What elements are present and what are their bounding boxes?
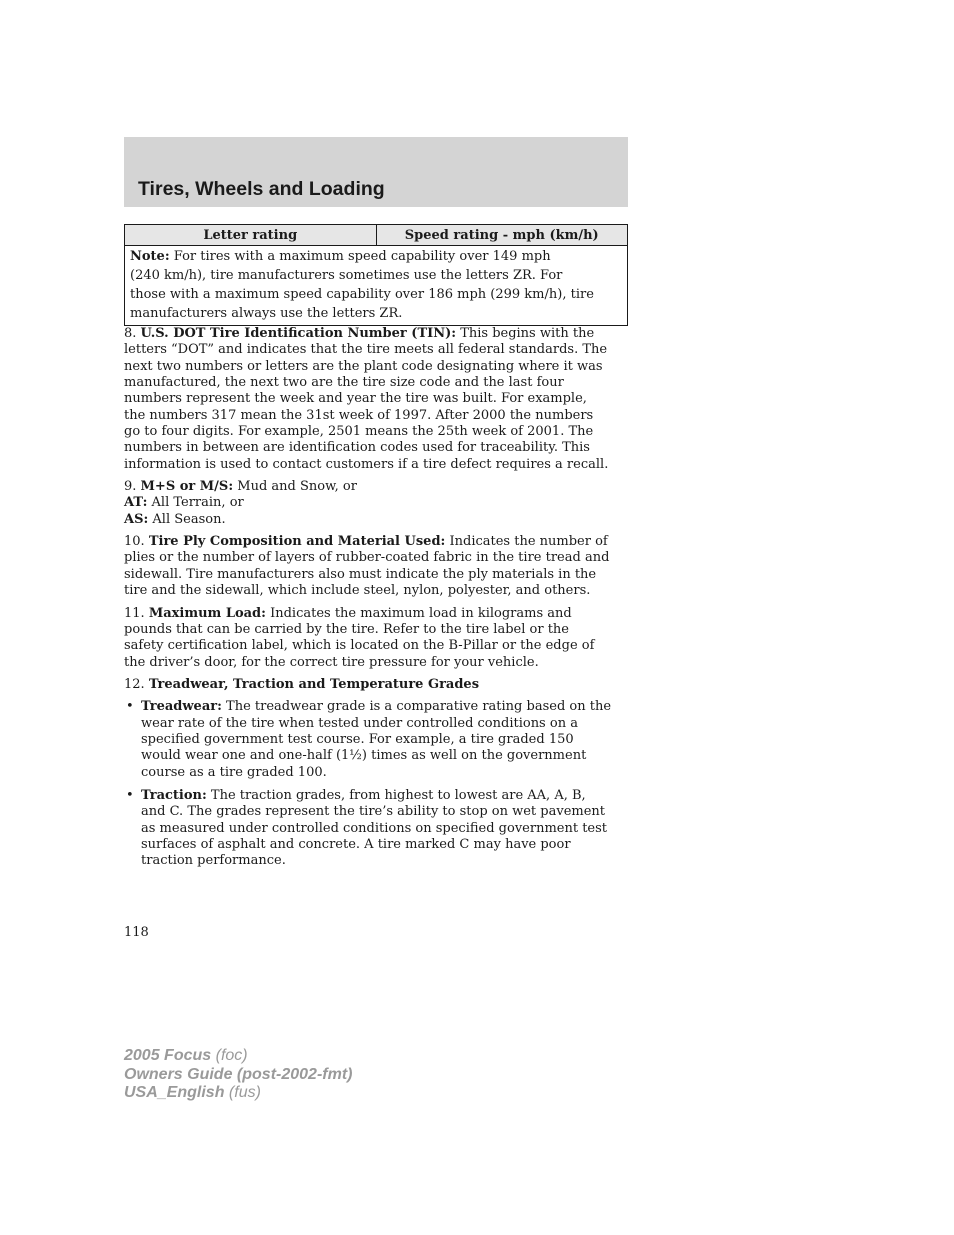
item-11-max-load: [124, 606, 630, 671]
item-text-line: next two numbers or letters are the plant code designating where it was: [124, 358, 603, 374]
section-header-band: [124, 137, 628, 207]
item-text-line: manufactured, the next two are the tire size code and the last four: [124, 375, 564, 391]
bullet-text-line: surfaces of asphalt and concrete. A tire marked C may have poor: [141, 836, 571, 852]
item-label: Tire Ply Composition and Material Used:: [148, 534, 446, 550]
speed-rating-table: [124, 224, 628, 326]
bullet-text-line: as measured under controlled conditions on specified government test: [141, 820, 608, 836]
bullet-text-line: wear rate of the tire when tested under controlled conditions on a: [141, 715, 578, 731]
bullet-text-line: and C. The grades represent the tire’s ability to stop on wet pavement: [141, 804, 606, 820]
item-text-line: numbers represent the week and year the tire was built. For example,: [124, 391, 587, 407]
item-9-ms: [124, 479, 630, 528]
item-text-line: letters “DOT” and indicates that the tire meets all federal standards. The: [124, 342, 608, 358]
item-label: M+S or M/S:: [140, 479, 234, 495]
item-8-tin: [124, 326, 630, 473]
bullet-text-line: specified government test course. For example, a tire graded 150: [141, 731, 574, 747]
footer-language-code: (fus): [228, 1084, 261, 1101]
item-text: Mud and Snow, or: [237, 479, 357, 495]
item-text-line: the driver’s door, for the correct tire pressure for your vehicle.: [124, 654, 539, 670]
column-header-speed-rating: Speed rating - mph (km/h): [376, 225, 628, 246]
item-text: Indicates the number of: [449, 534, 608, 550]
item-text-line: tire and the sidewall, which include steel, nylon, polyester, and others.: [124, 583, 591, 599]
item-text: Indicates the maximum load in kilograms and: [270, 605, 572, 621]
item-text: This begins with the: [460, 326, 595, 341]
as-label: AS:: [124, 511, 149, 527]
note-line: (240 km/h), tire manufacturers sometimes use the letters ZR. For: [130, 268, 563, 283]
item-label: Treadwear, Traction and Temperature Grades: [148, 676, 480, 692]
item-number: 8.: [124, 326, 137, 341]
note-line: manufacturers always use the letters ZR.: [130, 306, 403, 321]
item-text-line: pounds that can be carried by the tire. Refer to the tire label or the: [124, 621, 569, 637]
item-number: 11.: [124, 605, 145, 621]
bullet-text-line: traction performance.: [141, 853, 286, 869]
note-label: Note:: [130, 249, 170, 264]
item-number: 9.: [124, 479, 137, 495]
bullet-dot-icon: •: [126, 787, 134, 803]
at-label: AT:: [124, 495, 148, 511]
bullet-label: Traction:: [141, 787, 207, 803]
item-number: 10.: [124, 534, 145, 550]
footer-language: USA_English: [124, 1084, 225, 1101]
item-10-ply: [124, 534, 630, 599]
footer-model: 2005 Focus: [124, 1047, 212, 1064]
item-text-line: go to four digits. For example, 2501 means the 25th week of 2001. The: [124, 424, 594, 440]
column-header-letter-rating: Letter rating: [125, 225, 377, 246]
table-header-row: [125, 225, 628, 246]
item-12-grades: [124, 677, 630, 693]
item-text-line: sidewall. Tire manufacturers also must indicate the ply materials in the: [124, 566, 597, 582]
item-text-line: safety certification label, which is located on the B-Pillar or the edge of: [124, 638, 595, 654]
as-text: All Season.: [152, 511, 226, 527]
item-number: 12.: [124, 676, 145, 692]
bullet-traction: [124, 788, 630, 870]
page-number: 118: [124, 925, 149, 940]
body-text: [124, 326, 630, 877]
bullet-text-line: course as a tire graded 100.: [141, 764, 327, 780]
bullet-text: The treadwear grade is a comparative rating based on the: [226, 699, 612, 715]
note-line: For tires with a maximum speed capability over 149 mph: [173, 249, 551, 264]
bullet-text-line: would wear one and one-half (1½) times as well on the government: [141, 748, 587, 764]
section-title: Tires, Wheels and Loading: [138, 178, 385, 200]
bullet-label: Treadwear:: [141, 699, 222, 715]
item-label: U.S. DOT Tire Identification Number (TIN):: [140, 326, 457, 341]
table-note-cell: [125, 246, 628, 326]
note-line: those with a maximum speed capability over 186 mph (299 km/h), tire: [130, 287, 594, 302]
footer-model-code: (foc): [215, 1047, 248, 1064]
item-text-line: the numbers 317 mean the 31st week of 1997. After 2000 the numbers: [124, 407, 594, 423]
item-text-line: numbers in between are identification codes used for traceability. This: [124, 440, 590, 456]
item-label: Maximum Load:: [148, 605, 266, 621]
document-footer: [124, 1047, 352, 1103]
item-text-line: plies or the number of layers of rubber-coated fabric in the tire tread and: [124, 550, 610, 566]
item-text-line: information is used to contact customers if a tire defect requires a recall.: [124, 456, 609, 472]
at-text: All Terrain, or: [151, 495, 244, 511]
bullet-dot-icon: •: [126, 699, 134, 715]
table-note-row: [125, 246, 628, 326]
footer-guide: Owners Guide (post-2002-fmt): [124, 1065, 353, 1083]
bullet-treadwear: [124, 699, 630, 781]
bullet-text: The traction grades, from highest to lowest are AA, A, B,: [210, 787, 586, 803]
